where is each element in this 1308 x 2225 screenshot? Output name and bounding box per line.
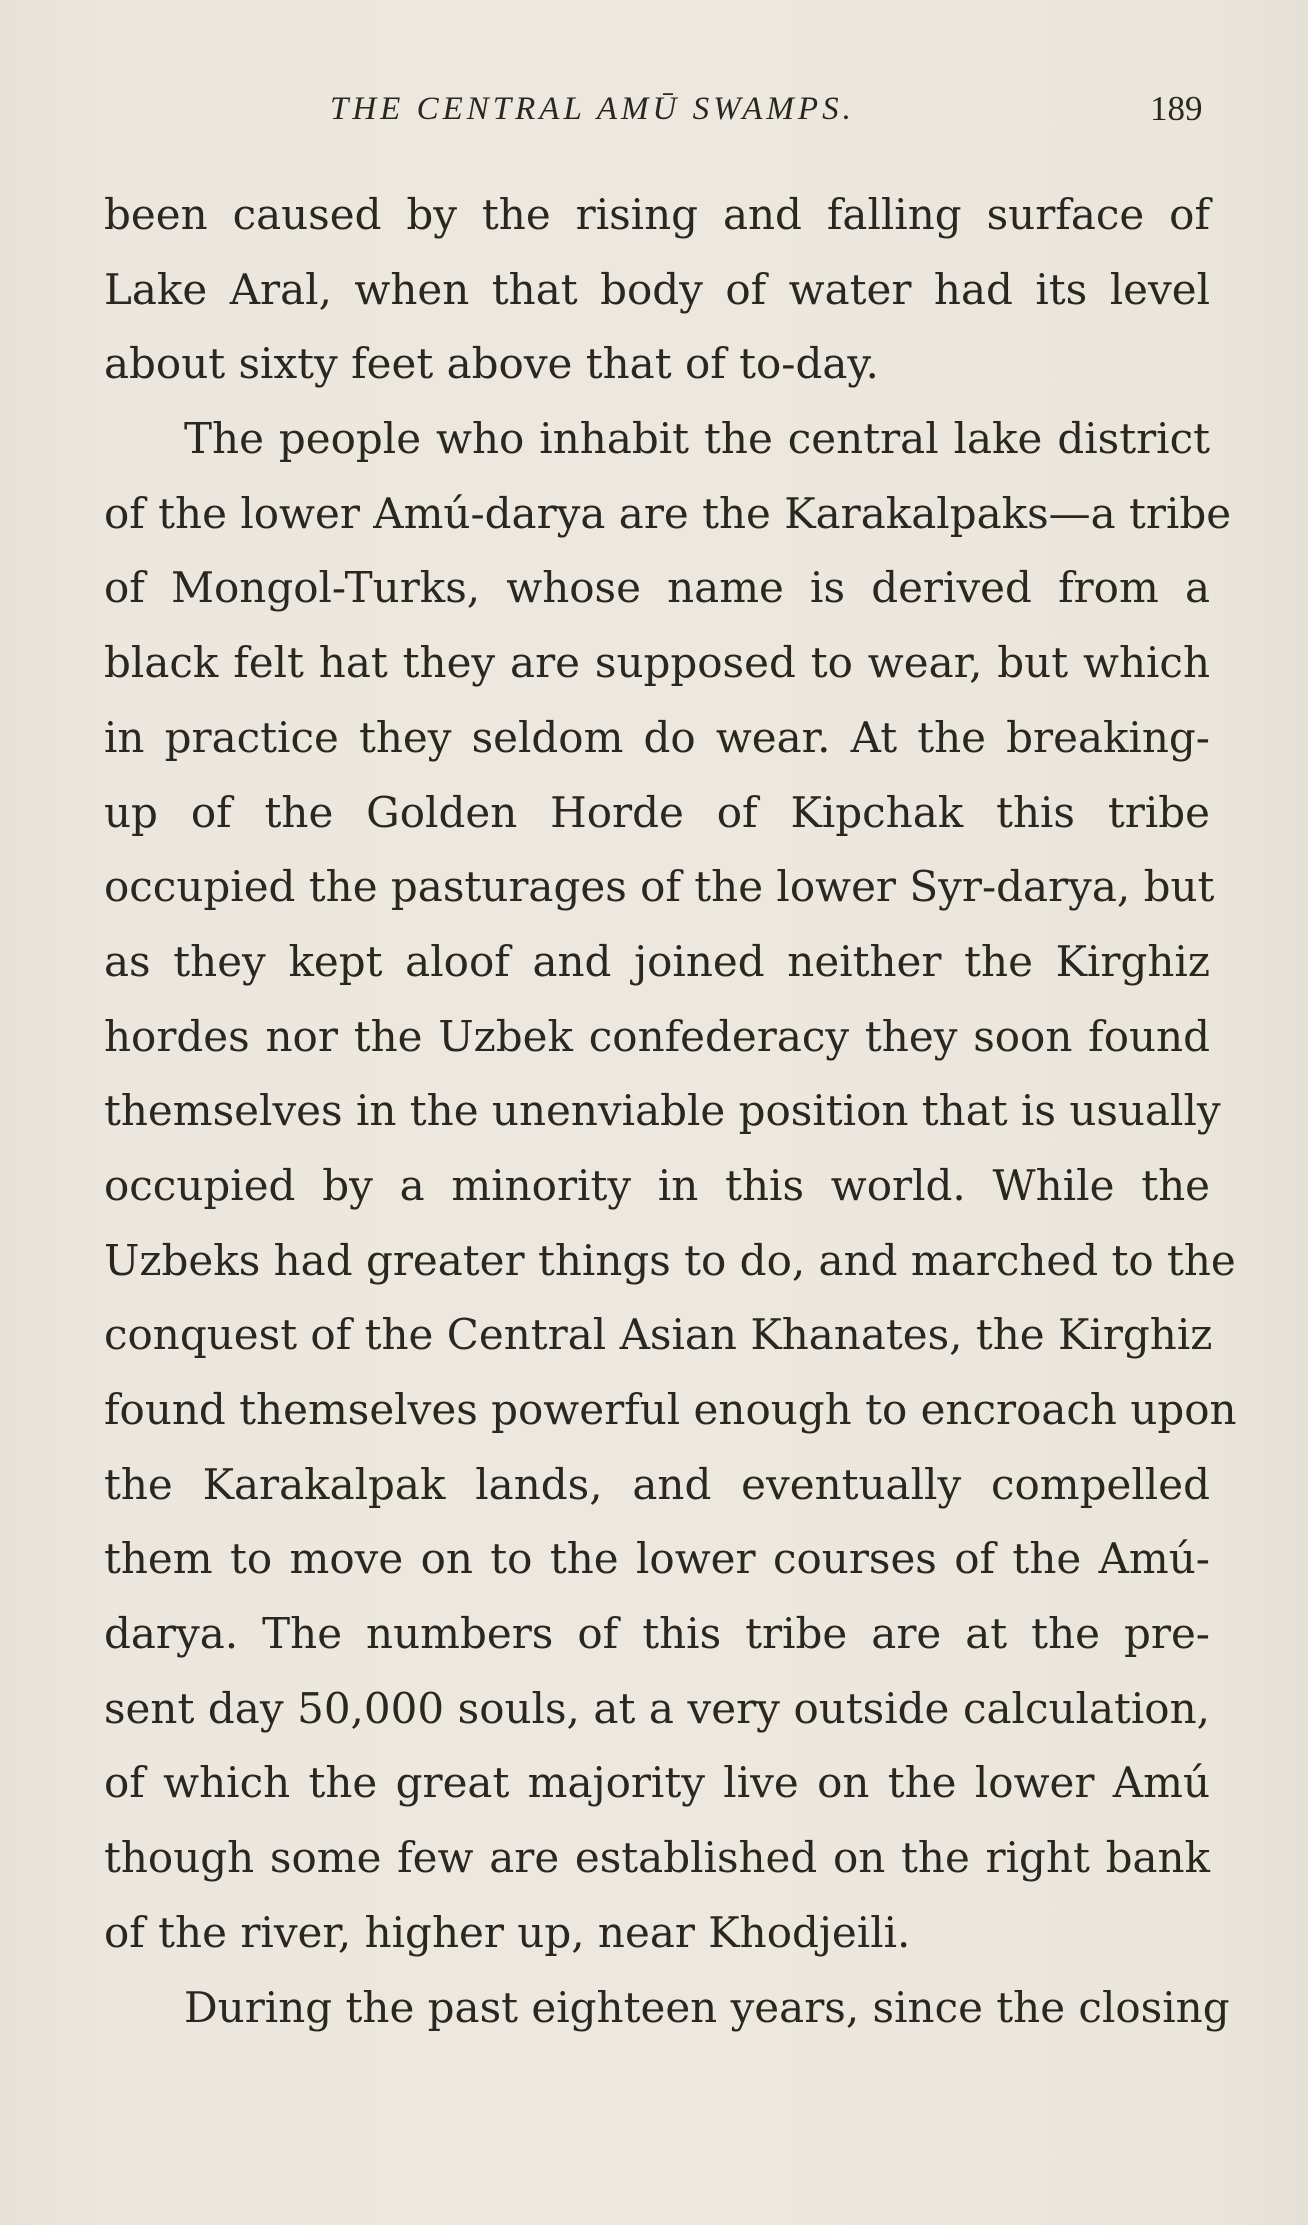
- text-line: about sixty feet above that of to-day.: [104, 339, 879, 389]
- page-number: 189: [1150, 89, 1203, 128]
- text-line: sent day 50,000 souls, at a very outside calculation,: [104, 1683, 1210, 1733]
- text-line: hordes nor the Uzbek confederacy they soon found: [104, 1011, 1210, 1061]
- text-line: been caused by the rising and falling surface of: [104, 190, 1210, 239]
- text-line: of which the great majority live on the lower Amú: [104, 1758, 1210, 1808]
- running-head: [0, 84, 1308, 134]
- text-line: as they kept aloof and joined neither the Kirghiz: [104, 936, 1210, 986]
- text-line: of Mongol-Turks, whose name is derived from a: [104, 563, 1210, 613]
- text-line: darya. The numbers of this tribe are at the pre-: [104, 1609, 1210, 1659]
- text-line: of the river, higher up, near Khodjeili.: [104, 1907, 911, 1957]
- body-text: [104, 178, 1237, 2045]
- text-line: found themselves powerful enough to encroach upon: [104, 1385, 1237, 1434]
- running-title: THE CENTRAL AMŪ SWAMPS.: [330, 91, 855, 127]
- text-line: occupied the pasturages of the lower Syr-darya, but: [104, 862, 1215, 912]
- text-line: of the lower Amú-darya are the Karakalpaks—a tribe: [104, 488, 1232, 538]
- text-line: themselves in the unenviable position that is usually: [104, 1086, 1221, 1136]
- text-line: conquest of the Central Asian Khanates, the Kirghiz: [104, 1310, 1213, 1360]
- text-line: Lake Aral, when that body of water had its level: [104, 264, 1210, 314]
- text-line: black felt hat they are supposed to wear, but which: [104, 638, 1210, 688]
- text-line: During the past eighteen years, since the closing: [184, 1982, 1230, 2032]
- text-line: The people who inhabit the central lake district: [184, 414, 1210, 464]
- text-line: Uzbeks had greater things to do, and marched to the: [104, 1235, 1236, 1285]
- text-line: them to move on to the lower courses of the Amú-: [104, 1534, 1210, 1584]
- text-line: though some few are established on the right bank: [104, 1833, 1210, 1883]
- text-line: occupied by a minority in this world. While the: [104, 1160, 1210, 1210]
- text-line: the Karakalpak lands, and eventually compelled: [104, 1459, 1210, 1509]
- text-line: in practice they seldom do wear. At the breaking-: [104, 712, 1210, 762]
- text-line: up of the Golden Horde of Kipchak this tribe: [104, 787, 1210, 837]
